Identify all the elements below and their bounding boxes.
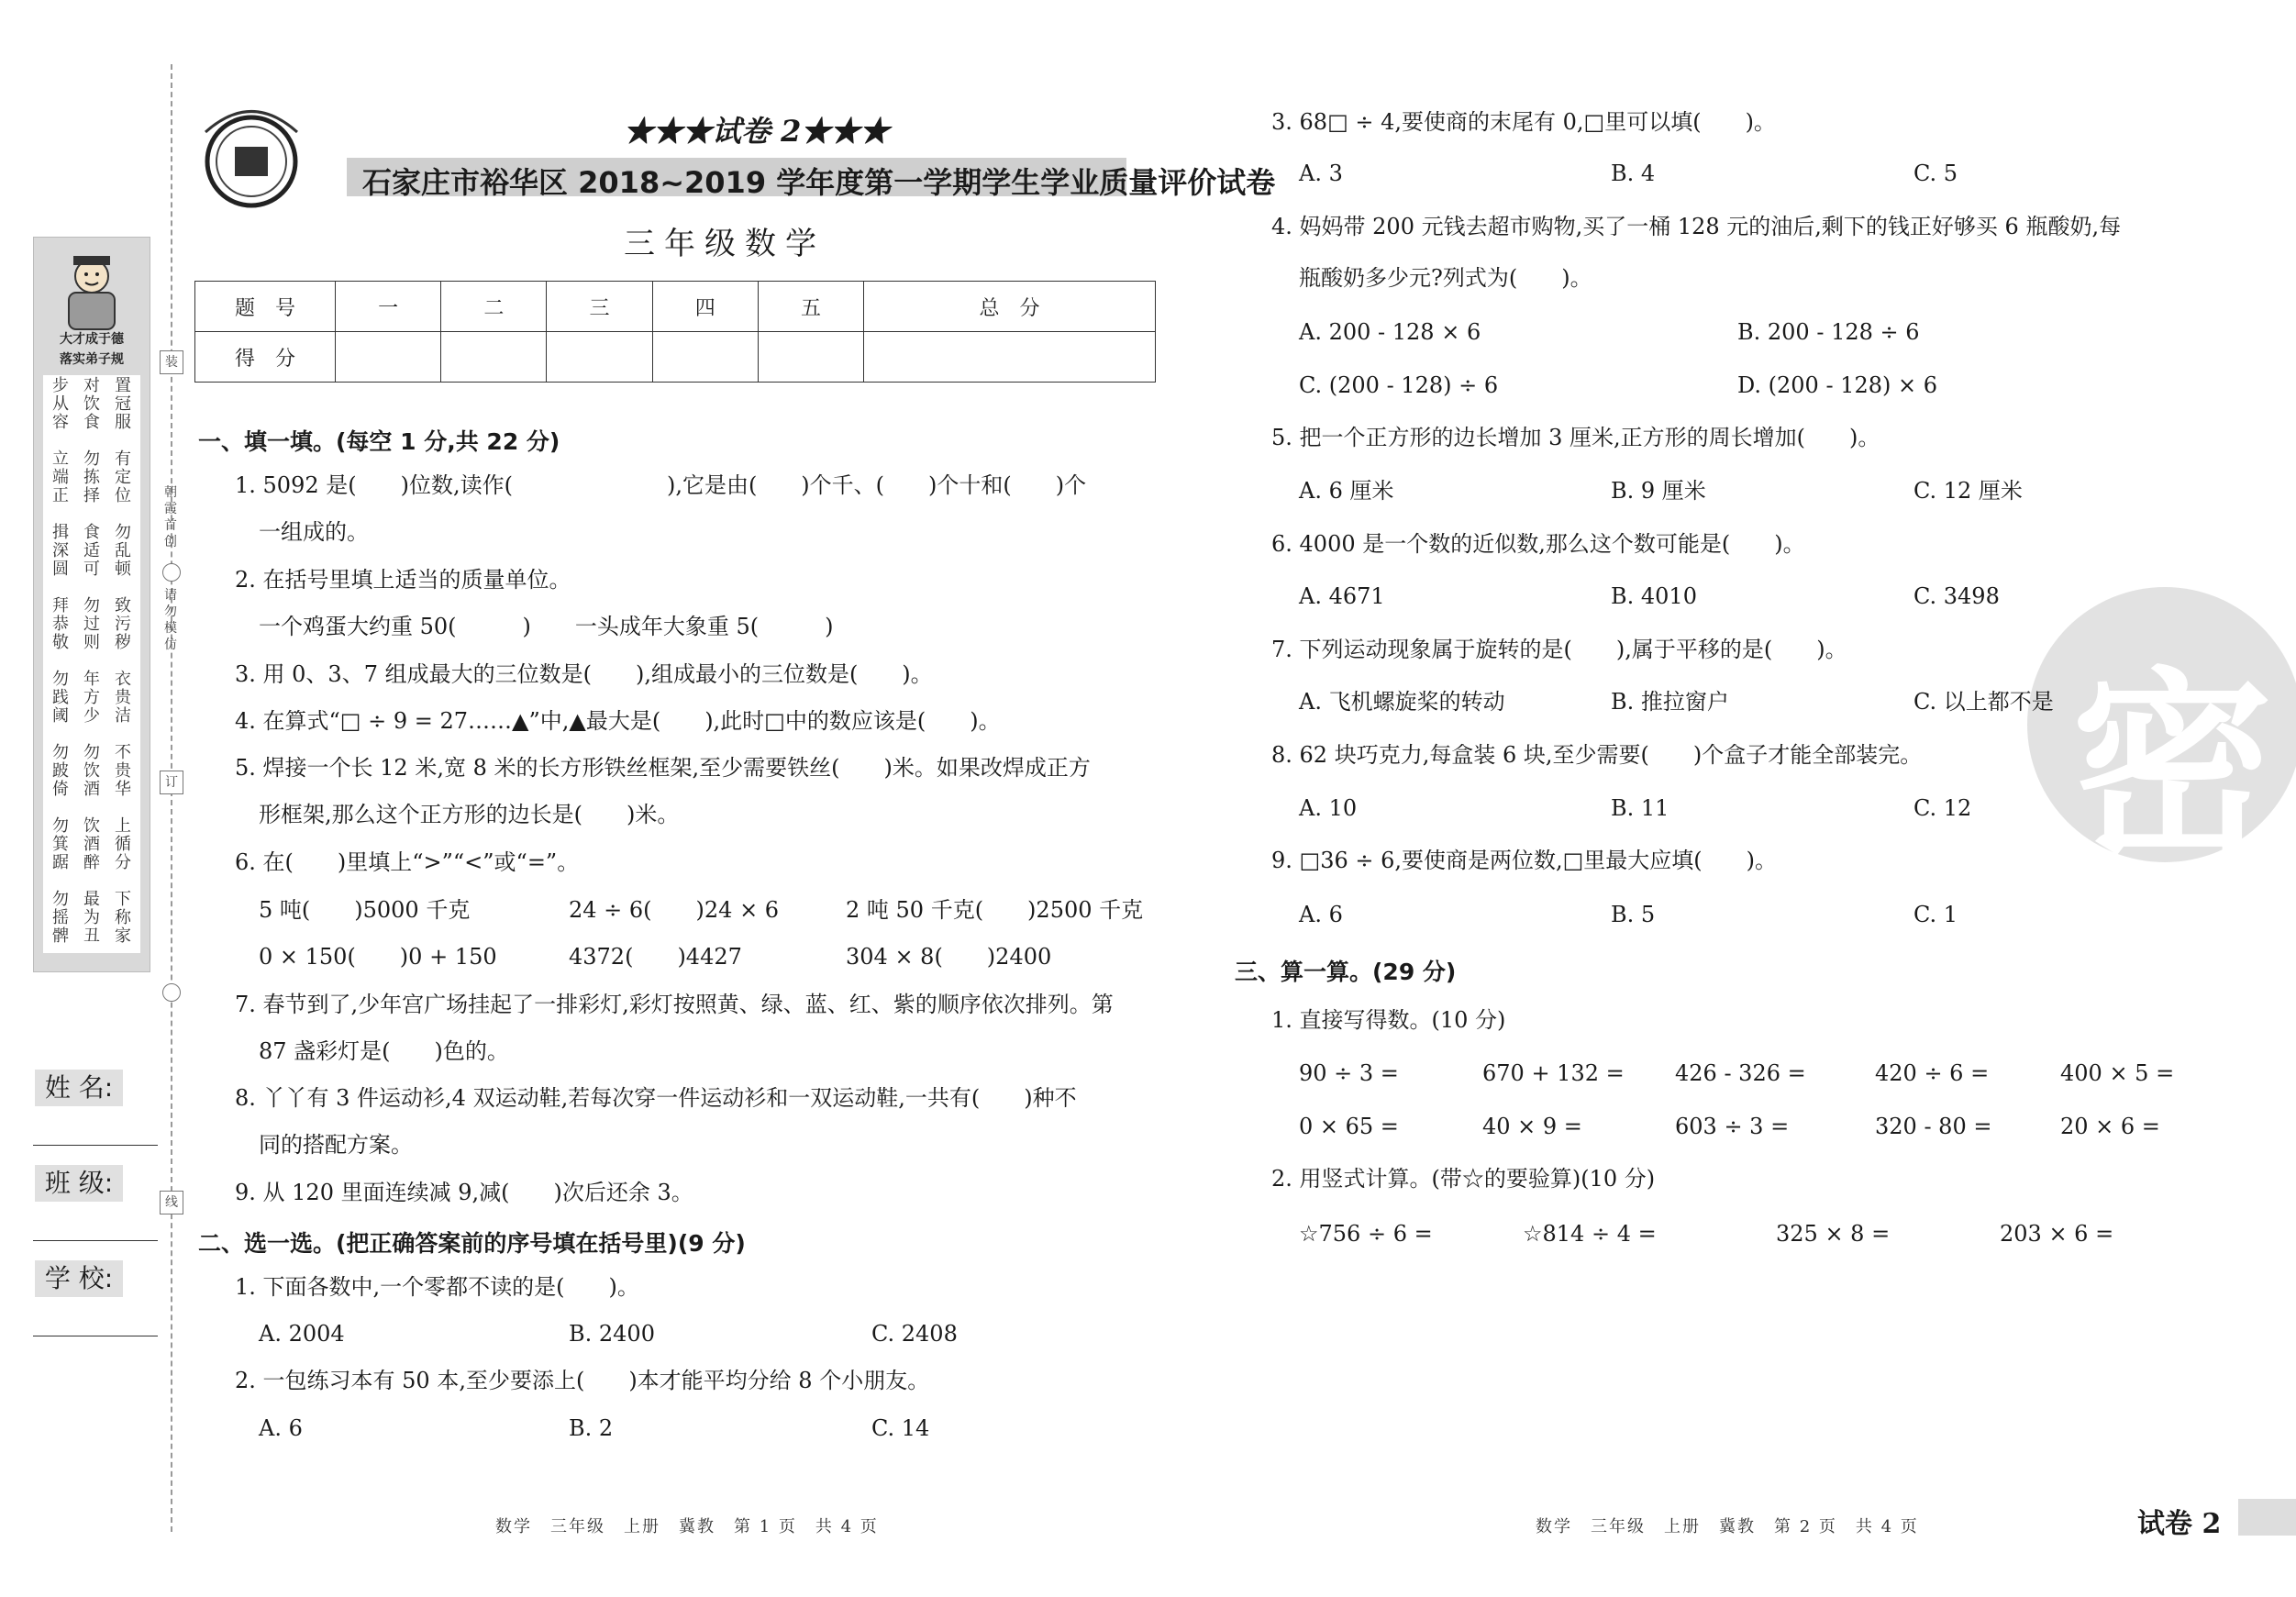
- choice-option: B. 4010: [1611, 583, 1697, 609]
- rule-char: 敬: [52, 633, 69, 652]
- rule-char: 贵: [115, 688, 131, 707]
- rule-char: [82, 505, 102, 524]
- choice-question-6: 6. 4000 是一个数的近似数,那么这个数可能是( )。: [1271, 531, 1805, 557]
- rule-char: 倚: [52, 780, 69, 799]
- rule-char: 择: [83, 486, 100, 505]
- rule-char: [50, 872, 71, 891]
- choice-option: C. 2408: [871, 1321, 958, 1347]
- class-label: 班 级:: [35, 1165, 123, 1202]
- rule-char: 适: [83, 541, 100, 560]
- calc-item: 603 ÷ 3 =: [1675, 1114, 1790, 1139]
- motto-line-1: 大才成于德: [60, 332, 124, 347]
- rule-char: 从: [52, 394, 69, 414]
- rule-char: 贵: [115, 761, 131, 781]
- paper-tag-bar: [2238, 1499, 2296, 1536]
- choice-option: A. 2004: [259, 1321, 345, 1347]
- rule-char: 华: [115, 780, 131, 799]
- rule-char: 揖: [52, 523, 69, 542]
- rule-char: 衣: [115, 670, 131, 689]
- table-cell: 二: [441, 282, 547, 332]
- fill-question-1-cont: 一组成的。: [259, 519, 369, 545]
- calc-item: 20 × 6 =: [2060, 1114, 2160, 1139]
- rule-char: 不: [115, 743, 131, 762]
- rule-char: 丑: [83, 926, 100, 946]
- compare-item: 5 吨( )5000 千克: [259, 897, 471, 923]
- rule-char: 顿: [115, 560, 131, 579]
- choice-option: C. 12: [1913, 795, 1972, 821]
- binding-mark-3: 线: [160, 1191, 183, 1214]
- rule-char: 勿: [52, 743, 69, 762]
- choice-question-4-cont: 瓶酸奶多少元?列式为( )。: [1299, 265, 1592, 291]
- rule-char: 置: [115, 376, 131, 395]
- fill-question-8: 8. 丫丫有 3 件运动衫,4 双运动鞋,若每次穿一件运动衫和一双运动鞋,一共有( )种不: [235, 1085, 1077, 1111]
- rule-char: 端: [52, 468, 69, 487]
- rule-char: 箕: [52, 835, 69, 854]
- rule-char: 践: [52, 688, 69, 707]
- calc-part-2: 2. 用竖式计算。(带☆的要验算)(10 分): [1271, 1166, 1656, 1192]
- choice-option: B. 2: [569, 1415, 614, 1441]
- rule-char: 步: [52, 376, 69, 395]
- table-cell: 得 分: [195, 332, 336, 383]
- choice-option: C. 5: [1913, 161, 1958, 186]
- rule-char: 冠: [115, 394, 131, 414]
- rule-char: 勿: [52, 670, 69, 689]
- score-input-cell[interactable]: [758, 332, 863, 383]
- rule-char: [50, 579, 71, 597]
- choice-question-9: 9. □36 ÷ 6,要使商是两位数,□里最大应填( )。: [1271, 848, 1778, 873]
- rule-char: [50, 799, 71, 817]
- rule-char: 拣: [83, 468, 100, 487]
- compare-item: 304 × 8( )2400: [846, 944, 1052, 970]
- score-input-cell[interactable]: [441, 332, 547, 383]
- fill-question-9: 9. 从 120 里面连续减 9,减( )次后还余 3。: [235, 1180, 693, 1205]
- calc-item: 400 × 5 =: [2060, 1060, 2175, 1086]
- choice-option: B. 2400: [569, 1321, 655, 1347]
- fill-question-7: 7. 春节到了,少年宫广场挂起了一排彩灯,彩灯按照黄、绿、蓝、红、紫的顺序依次排列。第: [235, 992, 1114, 1017]
- compare-item: 0 × 150( )0 + 150: [259, 944, 497, 970]
- choice-option: A. 6: [1299, 902, 1343, 927]
- choice-question-7: 7. 下列运动现象属于旋转的是( ),属于平移的是( )。: [1271, 637, 1847, 662]
- rule-char: [50, 726, 71, 744]
- choice-option: B. 4: [1611, 161, 1656, 186]
- rule-char: 对: [83, 376, 100, 395]
- section-3-heading: 三、算一算。(29 分): [1235, 959, 1457, 985]
- choice-option: A. 200 - 128 × 6: [1299, 319, 1481, 345]
- rule-char: 饮: [83, 394, 100, 414]
- rule-char: 定: [115, 468, 131, 487]
- rule-char: 位: [115, 486, 131, 505]
- rule-char: 称: [115, 908, 131, 927]
- calc-item: 670 + 132 =: [1482, 1060, 1625, 1086]
- calc-item: 90 ÷ 3 =: [1299, 1060, 1399, 1086]
- vertical-calc-item: ☆756 ÷ 6 =: [1299, 1221, 1433, 1247]
- rule-char: 秽: [115, 633, 131, 652]
- rule-char: 食: [83, 413, 100, 432]
- choice-option: A. 6: [259, 1415, 303, 1441]
- choice-option: A. 3: [1299, 161, 1343, 186]
- rule-char: 跛: [52, 761, 69, 781]
- rule-char: 勿: [52, 816, 69, 836]
- table-cell: 三: [547, 282, 652, 332]
- choice-question-8: 8. 62 块巧克力,每盒装 6 块,至少需要( )个盒子才能全部装完。: [1271, 742, 1923, 768]
- choice-option: C. 1: [1913, 902, 1958, 927]
- fill-question-1: 1. 5092 是( )位数,读作( ),它是由( )个千、( )个十和( )个: [235, 472, 1087, 498]
- rule-char: [82, 799, 102, 817]
- rule-char: 下: [115, 890, 131, 909]
- rule-char: 可: [83, 560, 100, 579]
- rule-char: 有: [115, 449, 131, 469]
- rule-char: 分: [115, 853, 131, 872]
- copyright-note-1: 朝 霞 首 创: [164, 485, 177, 549]
- rule-column-1: [50, 377, 71, 946]
- rule-char: 正: [52, 486, 69, 505]
- vertical-calc-item: ☆814 ÷ 4 =: [1523, 1221, 1657, 1247]
- copyright-note-2: 请 勿 模 仿: [164, 588, 177, 652]
- motto-line-2: 落实弟子规: [60, 352, 124, 367]
- table-cell: 四: [652, 282, 758, 332]
- rule-char: 饮: [83, 761, 100, 781]
- rule-char: [50, 652, 71, 671]
- subject-title: 三年级数学: [624, 226, 826, 262]
- score-input-cell[interactable]: [547, 332, 652, 383]
- score-table-header-row: [195, 282, 1156, 332]
- rule-char: 勿: [83, 743, 100, 762]
- rule-char: [50, 432, 71, 450]
- compare-item: 2 吨 50 千克( )2500 千克: [846, 897, 1144, 923]
- rule-char: 深: [52, 541, 69, 560]
- score-table: [194, 281, 1156, 383]
- rule-char: 方: [83, 688, 100, 707]
- watermark-text: 密: [2071, 650, 2274, 885]
- rule-char: 污: [115, 615, 131, 634]
- rule-char: 过: [83, 615, 100, 634]
- table-cell: 一: [336, 282, 441, 332]
- table-cell: 五: [758, 282, 863, 332]
- publisher-logo-icon: [196, 95, 306, 215]
- binding-mark-1: 装: [160, 350, 183, 374]
- section-1-heading: 一、填一填。(每空 1 分,共 22 分): [198, 428, 560, 455]
- choice-option: A. 6 厘米: [1299, 478, 1394, 504]
- class-field[interactable]: [33, 1240, 158, 1241]
- rule-char: [82, 872, 102, 891]
- rule-char: 乱: [115, 541, 131, 560]
- vertical-calc-item: 325 × 8 =: [1776, 1221, 1891, 1247]
- rule-char: 则: [83, 633, 100, 652]
- choice-option: D. (200 - 128) × 6: [1737, 372, 1937, 398]
- binding-hole-icon: [162, 983, 181, 1002]
- rule-char: 勿: [115, 523, 131, 542]
- score-input-cell[interactable]: [652, 332, 758, 383]
- section-2-heading: 二、选一选。(把正确答案前的序号填在括号里)(9 分): [198, 1230, 746, 1257]
- rule-char: 阈: [52, 706, 69, 726]
- rule-char: 服: [115, 413, 131, 432]
- rule-char: 踞: [52, 853, 69, 872]
- rule-char: 勿: [52, 890, 69, 909]
- rule-char: [82, 726, 102, 744]
- rules-box: [43, 375, 140, 953]
- calc-item: 426 - 326 =: [1675, 1060, 1806, 1086]
- fill-question-2-items: 一个鸡蛋大约重 50( ) 一头成年大象重 5( ): [259, 614, 834, 639]
- choice-option: A. 4671: [1299, 583, 1385, 609]
- rule-char: [113, 505, 133, 524]
- fill-question-7-cont: 87 盏彩灯是( )色的。: [259, 1038, 509, 1064]
- rule-char: 食: [83, 523, 100, 542]
- vertical-calc-item: 203 × 6 =: [2000, 1221, 2114, 1247]
- rule-char: 勿: [83, 596, 100, 616]
- school-label: 学 校:: [35, 1260, 123, 1297]
- rule-char: 圆: [52, 560, 69, 579]
- page-footer-left: 数学 三年级 上册 冀教 第 1 页 共 4 页: [495, 1517, 879, 1536]
- paper-tag: 试卷 2: [2137, 1508, 2222, 1540]
- rule-char: [113, 579, 133, 597]
- calc-part-1: 1. 直接写得数。(10 分): [1271, 1007, 1506, 1033]
- fill-question-6: 6. 在( )里填上“>”“<”或“=”。: [235, 849, 580, 875]
- rule-char: 恭: [52, 615, 69, 634]
- rule-char: 饮: [83, 816, 100, 836]
- fill-question-8-cont: 同的搭配方案。: [259, 1132, 413, 1158]
- rule-char: 拜: [52, 596, 69, 616]
- fill-question-3: 3. 用 0、3、7 组成最大的三位数是( ),组成最小的三位数是( )。: [235, 661, 933, 687]
- rule-char: 为: [83, 908, 100, 927]
- choice-option: B. 200 - 128 ÷ 6: [1737, 319, 1920, 345]
- score-input-cell[interactable]: [336, 332, 441, 383]
- table-cell: 总 分: [864, 282, 1156, 332]
- paper-series-label: ★★★试卷 2★★★: [624, 114, 890, 149]
- choice-option: C. 3498: [1913, 583, 2000, 609]
- table-cell: 题 号: [195, 282, 336, 332]
- choice-option: C. (200 - 128) ÷ 6: [1299, 372, 1499, 398]
- binding-mark-2: 订: [160, 771, 183, 794]
- fill-question-2: 2. 在括号里填上适当的质量单位。: [235, 567, 571, 593]
- rule-char: [82, 652, 102, 671]
- choice-question-5: 5. 把一个正方形的边长增加 3 厘米,正方形的周长增加( )。: [1271, 425, 1880, 450]
- scholar-mascot-icon: [50, 249, 133, 337]
- score-input-cell[interactable]: [864, 332, 1156, 383]
- rule-column-2: [82, 377, 102, 946]
- choice-question-2: 2. 一包练习本有 50 本,至少要添上( )本才能平均分给 8 个小朋友。: [235, 1368, 930, 1393]
- choice-option: C. 14: [871, 1415, 930, 1441]
- calc-item: 0 × 65 =: [1299, 1114, 1399, 1139]
- fill-question-4: 4. 在算式“□ ÷ 9 = 27……▲”中,▲最大是( ),此时□中的数应该是( )。: [235, 708, 1001, 734]
- binding-dashed-line: [171, 64, 172, 1532]
- rule-char: 酒: [83, 835, 100, 854]
- rule-char: 家: [115, 926, 131, 946]
- rule-column-3: [113, 377, 133, 946]
- rule-char: 髀: [52, 926, 69, 946]
- rule-char: 上: [115, 816, 131, 836]
- rule-char: [82, 432, 102, 450]
- calc-item: 320 - 80 =: [1875, 1114, 1992, 1139]
- fill-question-5-cont: 形框架,那么这个正方形的边长是( )米。: [259, 802, 680, 827]
- name-label: 姓 名:: [35, 1070, 123, 1106]
- exam-title: 石家庄市裕华区 2018~2019 学年度第一学期学生学业质量评价试卷: [362, 165, 1276, 200]
- choice-option: B. 5: [1611, 902, 1656, 927]
- choice-option: A. 飞机螺旋桨的转动: [1299, 689, 1505, 715]
- rule-char: 勿: [83, 449, 100, 469]
- calc-item: 420 ÷ 6 =: [1875, 1060, 1990, 1086]
- compare-item: 4372( )4427: [569, 944, 742, 970]
- choice-option: C. 以上都不是: [1913, 689, 2054, 715]
- rule-char: 年: [83, 670, 100, 689]
- choice-option: C. 12 厘米: [1913, 478, 2023, 504]
- rule-char: 立: [52, 449, 69, 469]
- sidebar-panel: [33, 237, 150, 972]
- rule-char: [113, 726, 133, 744]
- choice-question-4: 4. 妈妈带 200 元钱去超市购物,买了一桶 128 元的油后,剩下的钱正好够买 6 瓶酸奶,每: [1271, 214, 2122, 239]
- score-table-score-row: [195, 332, 1156, 383]
- rule-char: 醉: [83, 853, 100, 872]
- rule-char: 最: [83, 890, 100, 909]
- rule-char: 酒: [83, 780, 100, 799]
- choice-option: A. 10: [1299, 795, 1358, 821]
- fill-question-5: 5. 焊接一个长 12 米,宽 8 米的长方形铁丝框架,至少需要铁丝( )米。如果改焊成正方: [235, 755, 1091, 781]
- choice-question-3: 3. 68□ ÷ 4,要使商的末尾有 0,□里可以填( )。: [1271, 109, 1776, 135]
- rule-char: [113, 872, 133, 891]
- compare-item: 24 ÷ 6( )24 × 6: [569, 897, 780, 923]
- calc-item: 40 × 9 =: [1482, 1114, 1582, 1139]
- choice-option: B. 11: [1611, 795, 1669, 821]
- page-footer-right: 数学 三年级 上册 冀教 第 2 页 共 4 页: [1536, 1517, 1919, 1536]
- rule-char: 洁: [115, 706, 131, 726]
- rule-char: [113, 799, 133, 817]
- rule-char: 少: [83, 706, 100, 726]
- rule-char: 致: [115, 596, 131, 616]
- rule-char: [113, 652, 133, 671]
- rule-char: [82, 579, 102, 597]
- name-field[interactable]: [33, 1145, 158, 1146]
- rule-char: 循: [115, 835, 131, 854]
- choice-question-1: 1. 下面各数中,一个零都不读的是( )。: [235, 1274, 639, 1300]
- rule-char: [113, 432, 133, 450]
- choice-option: B. 9 厘米: [1611, 478, 1706, 504]
- rule-char: 容: [52, 413, 69, 432]
- choice-option: B. 推拉窗户: [1611, 689, 1729, 715]
- rule-char: 摇: [52, 908, 69, 927]
- binding-hole-icon: [162, 563, 181, 582]
- rule-char: [50, 505, 71, 524]
